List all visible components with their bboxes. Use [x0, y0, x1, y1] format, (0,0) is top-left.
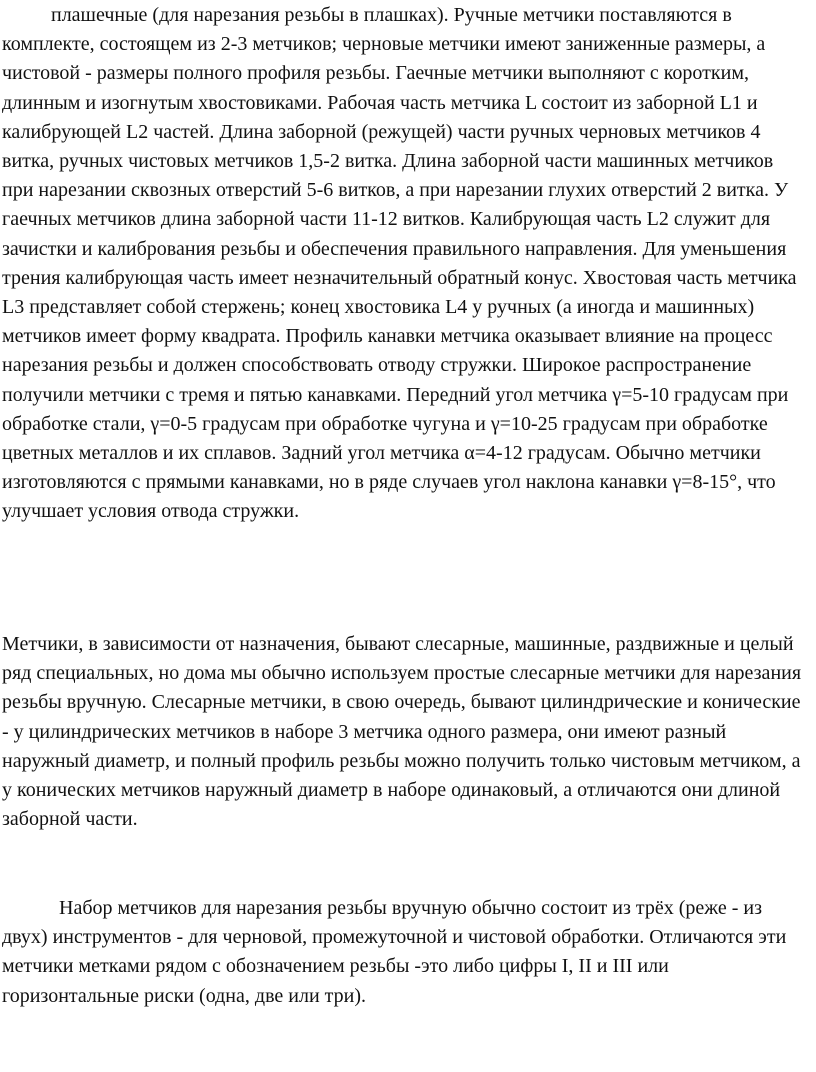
- paragraph-tap-types: Метчики, в зависимости от назначения, бывают слесарные, машинные, раздвижные и целый ряд специальных, но дома мы обычно используем простые слесарные метчики для нарезания резьбы вручную. Слесарные метчики, в свою очередь, бывают цилиндрические и конические - у цилиндрических метчиков в наборе 3 метчика одного размера, они имеют разный наружный диаметр, и полный профиль резьбы можно получить только чистовым метчиком, а у конических метчиков наружный диаметр в наборе одинаковый, а отличаются они длиной заборной части.: [2, 633, 802, 831]
- paragraph-tap-design: плашечные (для нарезания резьбы в плашках). Ручные метчики поставляются в комплекте, состоящем из 2-3 метчиков; черновые метчики имеют заниженные размеры, а чистовой - размеры полного профиля резьбы. Гаечные метчики выполняют с коротким, длинным и изогнутым хвостовиками. Рабочая часть метчика L состоит из заборной L1 и калибрующей L2 частей. Длина заборной (режущей) части ручных черновых метчиков 4 витка, ручных чистовых метчиков 1,5-2 витка. Длина заборной части машинных метчиков при нарезании сквозных отверстий 5-6 витков, а при нарезании глухих отверстий 2 витка. У гаечных метчиков длина заборной части 11-12 витков. Калибрующая часть L2 служит для зачистки и калибрования резьбы и обеспечения правильного направления. Для уменьшения трения калибрующая часть имеет незначительный обратный конус. Хвостовая часть метчика L3 представляет собой стержень; конец хвостовика L4 у ручных (а иногда и машинных) метчиков имеет форму квадрата. Профиль канавки метчика оказывает влияние на процесс нарезания резьбы и должен способствовать отводу стружки. Широкое распространение получили метчики с тремя и пятью канавками. Передний угол метчика γ=5-10 градусам при обработке стали, γ=0-5 градусам при обработке чугуна и γ=10-25 градусам при обработке цветных металлов и их сплавов. Задний угол метчика α=4-12 градусам. Обычно метчики изготовляются с прямыми канавками, но в ряде случаев угол наклона канавки γ=8-15°, что улучшает условия отвода стружки.: [2, 4, 797, 523]
- paragraph-tap-set: Набор метчиков для нарезания резьбы вручную обычно состоит из трёх (реже - из двух) инструментов - для черновой, промежуточной и чистовой обработки. Отличаются эти метчики метками рядом с обозначением резьбы -это либо цифры I, II и III или горизонтальные риски (одна, две или три).: [2, 897, 787, 1007]
